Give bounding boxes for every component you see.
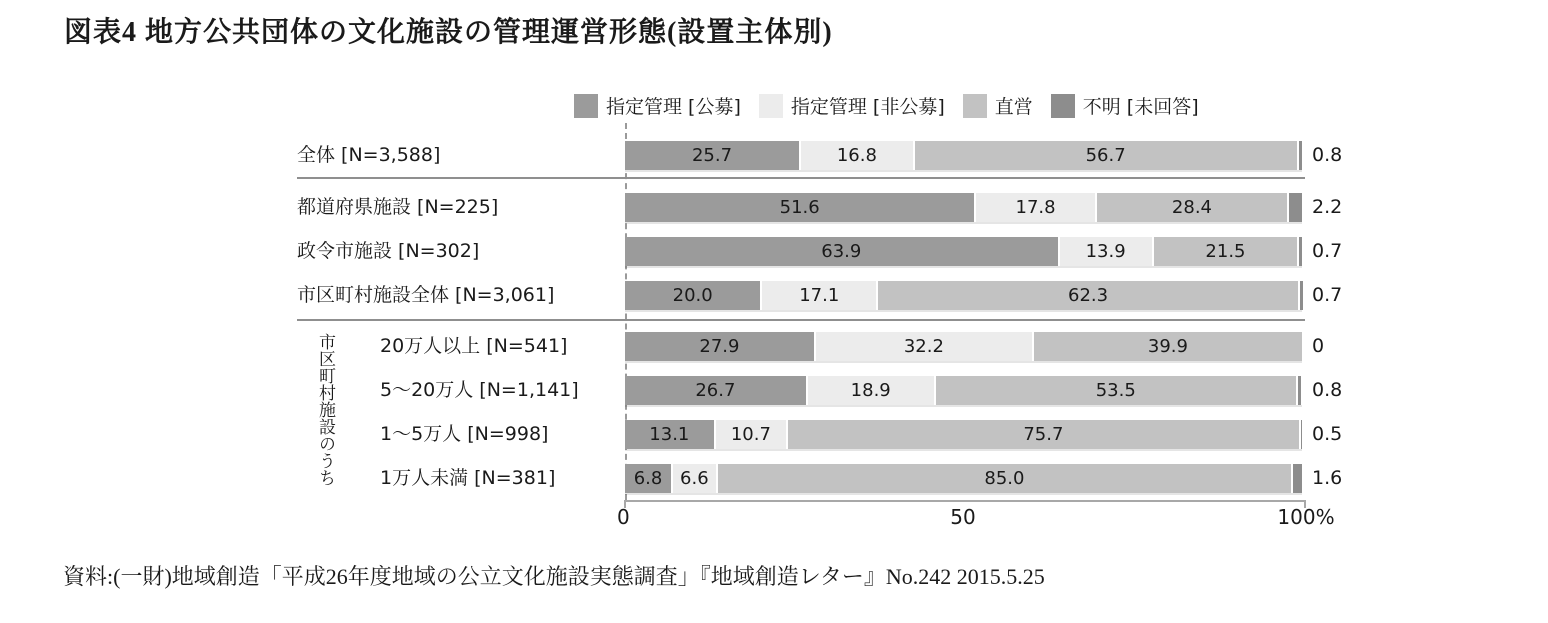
stacked-bar [625,420,1302,449]
legend-label: 直営 [994,96,1033,118]
row-label: 市区町村施設全体 [N=3,061] [297,284,555,306]
outside-value-label: 1.6 [1312,467,1343,489]
row-label: 全体 [N=3,588] [297,144,441,166]
bar-segment-chokuei: 53.5 [934,376,1296,405]
legend-label: 不明 [未回答] [1082,96,1199,118]
legend-item [574,92,741,119]
bar-segment-chokuei: 28.4 [1095,193,1287,222]
bar-segment-shitei_kobo: 20.0 [625,281,760,310]
bar-segment-fumei [1291,464,1302,493]
row-group-label: 市区町村施設のうち [315,333,335,486]
outside-value-label: 0.7 [1312,284,1343,306]
bar-segment-shitei_hikobo: 18.9 [806,376,934,405]
row-label: 5〜20万人 [N=1,141] [380,379,579,401]
bar-segment-shitei_hikobo: 32.2 [814,332,1032,361]
separator-line-middle [297,319,1305,321]
outside-value-label: 0.8 [1312,144,1343,166]
bar-segment-shitei_kobo: 13.1 [625,420,714,449]
x-axis-tick-right [1304,500,1306,508]
legend-label: 指定管理 [公募] [606,96,741,118]
chart-row [0,464,1548,493]
x-axis-line [624,500,1306,502]
bar-segment-shitei_hikobo: 16.8 [799,141,913,170]
bar-segment-fumei [1296,376,1301,405]
bar-segment-shitei_kobo: 6.8 [625,464,671,493]
bar-segment-fumei [1297,237,1302,266]
x-axis-tick-left [624,500,626,508]
legend-swatch-chokuei-icon [963,94,987,118]
x-axis-label-0: 0 [617,505,630,529]
chart-row [0,376,1548,405]
bar-segment-chokuei: 75.7 [786,420,1298,449]
chart-row [0,193,1548,222]
bar-segment-chokuei: 62.3 [876,281,1298,310]
legend-label: 指定管理 [非公募] [790,96,945,118]
stacked-bar [625,376,1302,405]
bar-segment-shitei_hikobo: 17.8 [974,193,1095,222]
bar-segment-shitei_kobo: 63.9 [625,237,1058,266]
bar-segment-fumei [1299,420,1302,449]
chart-row [0,332,1548,361]
bar-segment-chokuei: 21.5 [1152,237,1298,266]
bar-segment-chokuei: 39.9 [1032,332,1302,361]
row-label: 都道府県施設 [N=225] [297,196,499,218]
bar-segment-shitei_hikobo: 10.7 [714,420,786,449]
row-label: 政令市施設 [N=302] [297,240,480,262]
x-axis-label-100: 100% [1277,505,1335,529]
bar-segment-chokuei: 56.7 [913,141,1297,170]
chart-row [0,141,1548,170]
legend-swatch-shitei_hikobo-icon [759,94,783,118]
legend-item [759,92,945,119]
chart-row [0,237,1548,266]
bar-segment-shitei_hikobo: 13.9 [1058,237,1152,266]
source-note: 資料:(一財)地域創造「平成26年度地域の公立文化施設実態調査」『地域創造レター』No.242 2015.5.25 [63,564,1045,589]
legend-item [1051,92,1199,119]
bar-segment-shitei_kobo: 51.6 [625,193,974,222]
stacked-bar [625,141,1302,170]
chart-row [0,420,1548,449]
legend-item [963,92,1033,119]
bar-segment-fumei [1287,193,1302,222]
row-label: 1万人未満 [N=381] [380,467,556,489]
bar-segment-shitei_hikobo: 6.6 [671,464,716,493]
chart-row [0,281,1548,310]
bar-segment-shitei_kobo: 27.9 [625,332,814,361]
outside-value-label: 0.5 [1312,423,1343,445]
outside-value-label: 0 [1312,335,1325,357]
chart-legend [574,92,1199,119]
stacked-bar [625,281,1302,310]
legend-swatch-fumei-icon [1051,94,1075,118]
x-axis-label-50: 50 [950,505,976,529]
outside-value-label: 2.2 [1312,196,1343,218]
separator-line-top [297,177,1305,179]
outside-value-label: 0.8 [1312,379,1343,401]
bar-segment-chokuei: 85.0 [716,464,1291,493]
chart-title: 図表4 地方公共団体の文化施設の管理運営形態(設置主体別) [64,17,833,48]
legend-swatch-shitei_kobo-icon [574,94,598,118]
stacked-bar [625,332,1302,361]
stacked-bar [625,464,1302,493]
row-label: 20万人以上 [N=541] [380,335,568,357]
bar-segment-shitei_kobo: 26.7 [625,376,806,405]
outside-value-label: 0.7 [1312,240,1343,262]
row-label: 1〜5万人 [N=998] [380,423,549,445]
stacked-bar [625,237,1302,266]
bar-segment-fumei [1298,281,1303,310]
bar-segment-shitei_kobo: 25.7 [625,141,799,170]
bar-segment-shitei_hikobo: 17.1 [760,281,876,310]
bar-segment-fumei [1297,141,1302,170]
stacked-bar [625,193,1302,222]
